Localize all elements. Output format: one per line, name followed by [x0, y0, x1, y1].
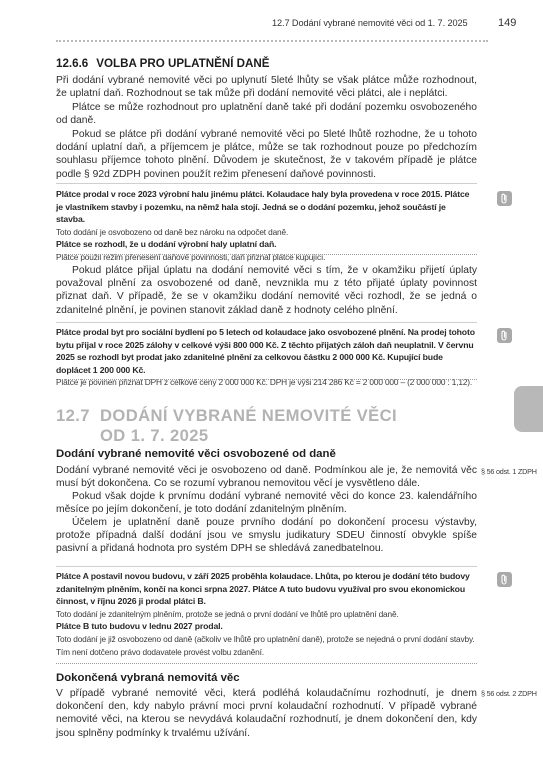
- running-header: [0, 8, 543, 30]
- example-line: Plátce prodal byt pro sociální bydlení po 5 letech od kolaudace jako osvobozené plnění. Na prodej tohoto bytu přijal v roce 2025 zálohy v celkové výši 800 000 Kč. Z těchto přijatých záloh daň neuplatnil. V červnu 2025 se rozhodl byt prodat jako zdanitelné plnění za celkovou částku 2 000 000 Kč. Kupující bude doplácet 1 200 000 Kč.: [56, 327, 475, 375]
- example-line: Plátce B tuto budovu v lednu 2027 prodal.: [56, 621, 223, 632]
- paragraph: Účelem je uplatnění daně pouze prvního dodání po dokončení procesu výstavby, protože případná další dodání jsou ve smyslu judikatury SDEU činností obvykle spíše pasivní a přidaná hodnota pro systém DPH se shledává zanedbatelnou.: [56, 517, 477, 555]
- example-line: Plátce je povinen přiznat DPH z celkové ceny 2 000 000 Kč. DPH je výši 214 286 Kč = 2 000 000 – (2 000 000 : 1,12).: [56, 377, 473, 388]
- example-line: Toto dodání je osvobozeno od daně bez nároku na odpočet daně.: [56, 226, 289, 237]
- example-line: Toto dodání je již osvobozeno od daně (ačkoliv ve lhůtě pro uplatnění daně), protože se nejedná o první dodání stavby. Tím není dotčeno právo dodavatele provést volbu zdanění.: [56, 633, 475, 657]
- example-box-1: [56, 188, 475, 264]
- example-divider: [56, 254, 477, 255]
- paragraph: Pokud však dojde k prvnímu dodání vybrané nemovité věci do konce 23. kalendářního měsíce po jejím dokončení, je toto dodání zdanitelným plněním.: [56, 491, 477, 516]
- chapter-number: 12.7: [56, 406, 90, 425]
- header-divider: [56, 40, 488, 42]
- paragraph: Dodání vybrané nemovité věci je osvobozeno od daně. Podmínkou ale je, že nemovitá věc musí být dokončena. Co se rozumí vybranou nemovitou věcí je vysvětleno dále.: [56, 465, 477, 490]
- chapter-title-line-2: OD 1. 7. 2025: [100, 426, 209, 445]
- example-divider: [56, 566, 477, 567]
- section-number: 12.6.6: [56, 57, 89, 70]
- paperclip-icon: [497, 572, 512, 587]
- paragraph: V případě vybrané nemovité věci, která podléhá kolaudačnímu rozhodnutí, je dnem dokončení den, kdy nabylo právní moci první kolaudační rozhodnutí. V případě vybrané nemovité věci, na kterou se nevydává kolaudační rozhodnutí, je dnem dokončení den, kdy jsou splněny podmínky k trvalému užívání.: [56, 688, 477, 739]
- paragraph: Plátce se může rozhodnout pro uplatnění daně také při dodání pozemku osvobozeného od daně.: [56, 102, 477, 127]
- example-line: Plátce se rozhodl, že u dodání výrobní haly uplatní daň.: [56, 239, 277, 250]
- chapter-title-line-1: DODÁNÍ VYBRANÉ NEMOVITÉ VĚCI: [100, 406, 398, 425]
- subsection-heading: Dodání vybrané nemovité věci osvobozené od daně: [56, 448, 336, 460]
- paragraph: Pokud plátce přijal úplatu na dodání nemovité věci s tím, že v okamžiku přijetí úplaty považoval plnění za osvobozené od daně, nevznikla mu z této přijaté úplaty povinnost přiznat daň. V případě, že se v okamžiku dodání nemovité věci rozhodl, že se jedná o zdanitelné plnění, je povinen stanovit základ daně z hodnoty celého plnění.: [56, 265, 477, 316]
- example-line: Plátce prodal v roce 2023 výrobní halu jinému plátci. Kolaudace haly byla provedena v roce 2015. Plátce je vlastníkem stavby i pozemku, na němž hala stojí. Jedná se o dodání pozemku, jehož součástí je stavba.: [56, 189, 470, 225]
- example-line: Toto dodání je zdanitelným plněním, protože se jedná o první dodání ve lhůtě pro uplatnění daně.: [56, 608, 399, 619]
- margin-reference: § 56 odst. 2 ZDPH: [481, 689, 537, 698]
- paragraph: Pokud se plátce při dodání vybrané nemovité věci po 5leté lhůtě rozhodne, že u tohoto dodání uplatní daň, a příjemcem je plátce, může se tak rozhodnout pouze po předchozím souhlasu příjemce tohoto plnění. Důvodem je skutečnost, že v takovém případě je plátce podle § 92d ZDPH povinen použít režim přenesení daňové povinnosti.: [56, 129, 477, 180]
- paperclip-icon: [497, 328, 512, 343]
- example-divider: [56, 183, 477, 184]
- example-box-3: [56, 570, 475, 658]
- example-divider: [56, 663, 477, 664]
- margin-reference: § 56 odst. 1 ZDPH: [481, 467, 537, 476]
- section-title: VOLBA PRO UPLATNĚNÍ DANĚ: [96, 57, 270, 70]
- paragraph: Při dodání vybrané nemovité věci po uplynutí 5leté lhůty se však plátce může rozhodnout, že uplatní daň. Rozhodnout se tak může při dodání nemovité věci plátci, ale i neplátci.: [56, 75, 477, 100]
- subsection-heading: Dokončená vybraná nemovitá věc: [56, 672, 240, 684]
- paperclip-icon: [497, 191, 512, 206]
- example-line: Plátce použil režim přenesení daňové povinnosti, daň přiznal plátce kupující.: [56, 251, 326, 262]
- example-line: Plátce A postavil novou budovu, v září 2025 proběhla kolaudace. Lhůta, po kterou je dodání této budovy zdanitelným plněním, končí na konci srpna 2027. Plátce A tuto budovu využíval pro svou ekonomickou činnost, v říjnu 2026 ji prodal plátci B.: [56, 571, 470, 607]
- example-divider: [56, 379, 477, 380]
- chapter-heading-12-7: [56, 406, 397, 446]
- section-heading-12-6-6: [56, 57, 270, 70]
- example-divider: [56, 322, 477, 323]
- chapter-thumb-tab: [514, 386, 543, 432]
- running-title: 12.7 Dodání vybrané nemovité věci od 1. 7. 2025: [272, 18, 468, 28]
- page-number: 149: [498, 17, 517, 29]
